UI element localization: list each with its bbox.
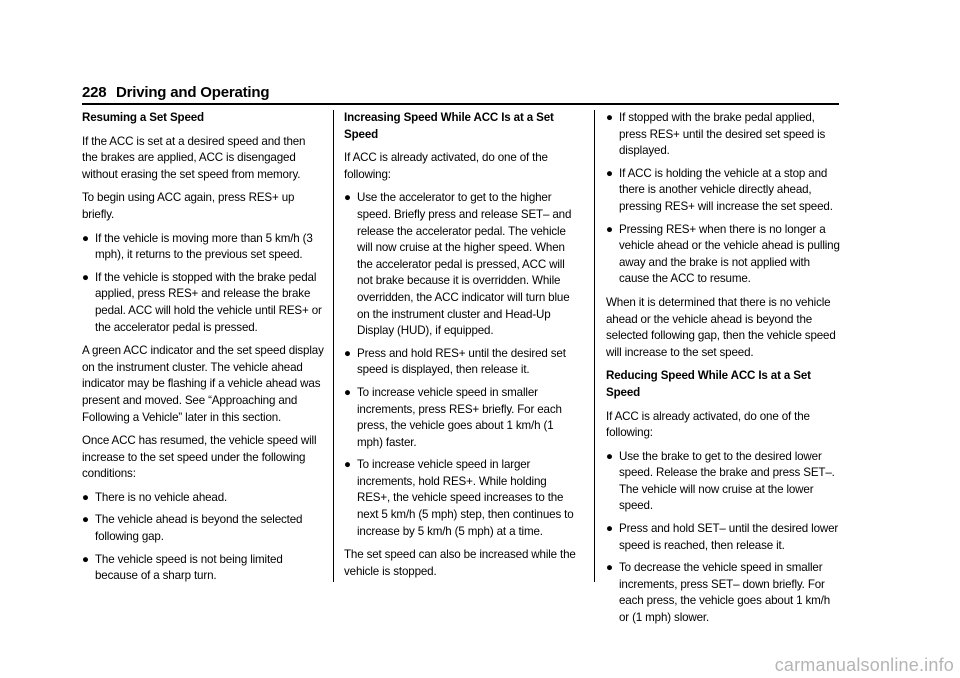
heading-reducing-speed: Reducing Speed While ACC Is at a Set Speed — [606, 369, 811, 399]
header-divider — [82, 103, 839, 105]
page-number: 228 — [82, 84, 107, 101]
list-item-text: Use the accelerator to get to the higher speed. Briefly press and release SET– and release the accelerator pedal. The vehicle will now cruise at the higher speed. When the accelerator pedal is pressed, ACC will not brake because it is overridden. While overridden, the ACC indicator will turn blue on the instrument cluster and Head-Up Display (HUD), if equipped. — [357, 191, 572, 338]
list-item-text: To increase vehicle speed in larger increments, hold RES+. While holding RES+, the vehicle speed increases to the next 5 km/h (5 mph) step, then continues to increase by 5 km/h (5 mph) at a time. — [357, 458, 574, 538]
list-item — [82, 270, 324, 336]
bullet-icon: ● — [82, 490, 89, 504]
list-item — [82, 552, 324, 585]
bullet-icon: ● — [606, 561, 613, 575]
list-item-text: Pressing RES+ when there is no longer a vehicle ahead or the vehicle ahead is pulling away and the brake is not applied with cause the ACC to resume. — [619, 222, 840, 286]
page-header — [82, 84, 839, 104]
paragraph: A green ACC indicator and the set speed display on the instrument cluster. The vehicle ahead indicator may be flashing if a vehicle ahead was present and moved. See “Approaching and Following a Vehicle” later in this section. — [82, 344, 324, 424]
list-item — [606, 521, 842, 554]
list-item-text: If the vehicle is stopped with the brake pedal applied, press RES+ and release the brake pedal. ACC will hold the vehicle until RES+ or the accelerator pedal is pressed. — [95, 270, 322, 334]
list-item-text: If stopped with the brake pedal applied, press RES+ until the desired set speed is displayed. — [619, 111, 826, 158]
bullet-icon: ● — [606, 111, 613, 124]
list-item — [606, 449, 842, 515]
bullet-list — [82, 490, 324, 585]
list-item — [606, 560, 842, 626]
bullet-icon: ● — [344, 458, 351, 472]
list-item-text: To decrease the vehicle speed in smaller increments, press SET– down briefly. For each press, the vehicle goes about 1 km/h or (1 mph) slower. — [619, 561, 831, 625]
list-item-text: If the vehicle is moving more than 5 km/h (3 mph), it returns to the previous set speed. — [95, 231, 313, 262]
site-watermark: carmanualsonline.info — [774, 655, 954, 675]
heading-increasing-speed: Increasing Speed While ACC Is at a Set Speed — [344, 111, 554, 141]
list-item — [82, 231, 324, 264]
paragraph: To begin using ACC again, press RES+ up briefly. — [82, 191, 295, 221]
list-item-text: To increase vehicle speed in smaller increments, press RES+ briefly. For each press, the vehicle goes about 1 km/h (1 mph) faster. — [357, 385, 562, 449]
bullet-icon: ● — [606, 522, 613, 536]
bullet-icon: ● — [344, 346, 351, 360]
bullet-icon: ● — [606, 166, 613, 180]
paragraph: The set speed can also be increased while the vehicle is stopped. — [344, 548, 576, 578]
list-item — [344, 457, 582, 540]
bullet-icon: ● — [344, 191, 351, 205]
list-item-text: Press and hold SET– until the desired lower speed is reached, then release it. — [619, 522, 839, 552]
bullet-list — [344, 190, 582, 540]
list-item — [344, 385, 582, 451]
bullet-icon: ● — [606, 449, 613, 463]
section-title: Driving and Operating — [116, 84, 270, 101]
bullet-icon: ● — [82, 513, 89, 527]
list-item — [606, 110, 842, 160]
list-item-text: The vehicle speed is not being limited because of a sharp turn. — [95, 552, 283, 583]
column-3 — [606, 110, 842, 634]
list-item-text: Use the brake to get to the desired lower speed. Release the brake and press SET–. The vehicle will now cruise at the lower speed. — [619, 449, 835, 513]
column-2 — [344, 110, 582, 587]
list-item — [344, 346, 582, 379]
bullet-icon: ● — [82, 270, 89, 284]
column-1 — [82, 110, 324, 592]
bullet-icon: ● — [82, 552, 89, 566]
bullet-icon: ● — [82, 231, 89, 245]
bullet-list — [82, 231, 324, 337]
column-divider — [594, 110, 595, 582]
heading-resuming-set-speed: Resuming a Set Speed — [82, 111, 204, 124]
bullet-icon: ● — [344, 385, 351, 399]
paragraph: When it is determined that there is no vehicle ahead or the vehicle ahead is beyond the selected following gap, then the vehicle speed will increase to the set speed. — [606, 295, 836, 359]
list-item-text: There is no vehicle ahead. — [95, 490, 228, 504]
bullet-icon: ● — [606, 222, 613, 236]
list-item-text: Press and hold RES+ until the desired set speed is displayed, then release it. — [357, 346, 566, 377]
list-item — [82, 512, 324, 545]
bullet-list — [606, 449, 842, 627]
paragraph: If ACC is already activated, do one of the following: — [344, 151, 548, 181]
paragraph: If ACC is already activated, do one of the following: — [606, 409, 810, 440]
list-item-text: The vehicle ahead is beyond the selected following gap. — [95, 513, 303, 544]
list-item — [82, 490, 324, 507]
list-item — [606, 222, 842, 288]
paragraph: If the ACC is set at a desired speed and then the brakes are applied, ACC is disengaged without erasing the set speed from memory. — [82, 134, 306, 181]
list-item — [606, 166, 842, 216]
paragraph: Once ACC has resumed, the vehicle speed will increase to the set speed under the following conditions: — [82, 434, 317, 481]
column-divider — [333, 110, 334, 582]
list-item-text: If ACC is holding the vehicle at a stop and there is another vehicle directly ahead, pressing RES+ will increase the set speed. — [619, 166, 833, 213]
list-item — [344, 190, 582, 339]
bullet-list — [606, 110, 842, 288]
